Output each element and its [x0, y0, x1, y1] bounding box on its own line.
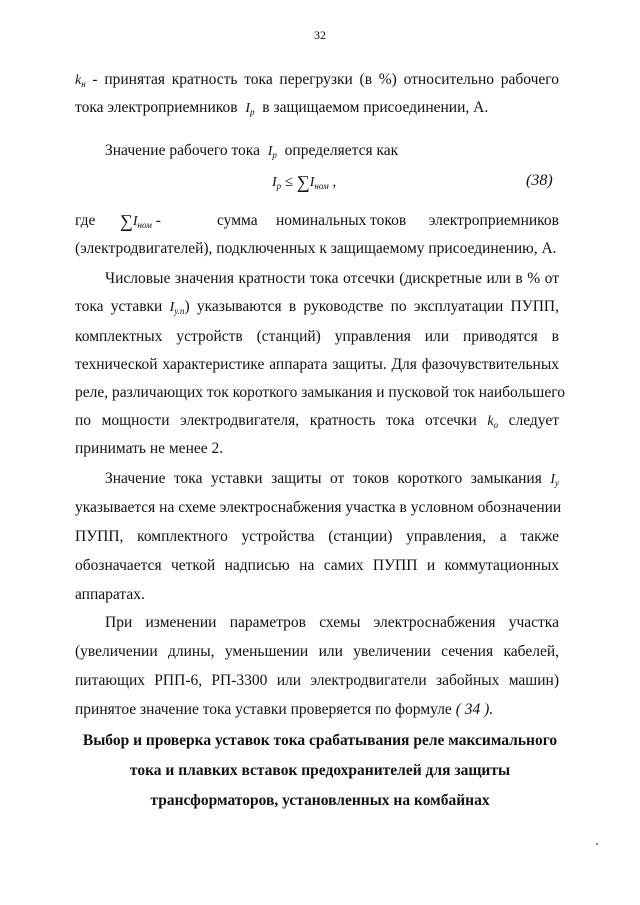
change-line1: При изменении параметров схемы электроснабжения участка: [105, 614, 559, 631]
ip-symbol: $I_р$: [267, 144, 277, 160]
cutoff-line2: тока уставки $I_{у.п}$) указываются в руководстве по эксплуатации ПУПП,: [75, 298, 559, 316]
change-line4: принятое значение тока уставки проверяется по формуле ( 34 ).: [75, 701, 494, 718]
sum-icon: ∑: [296, 172, 310, 192]
rated-current-text: Значение рабочего тока: [105, 142, 260, 159]
change-line2: (увеличении длины, уменьшении или увеличении сечения кабелей,: [75, 643, 559, 660]
kn-definition-text3: в защищаемом присоединении, А.: [262, 99, 489, 116]
iust-symbol: $I_{у.п}$: [169, 300, 185, 316]
kn-symbol: $k_н$: [75, 73, 86, 89]
where-word-receivers: электроприемников: [428, 212, 559, 229]
cutoff-line4: технической характеристике аппарата защиты. Для фазочувствительных: [75, 356, 559, 373]
cutoff-line3: комплектных устройств (станций) управления или приводятся в: [75, 328, 559, 345]
kn-definition-line1: [75, 70, 559, 94]
where-word-sum: сумма: [217, 212, 258, 229]
section-heading-line3: трансформаторов, установленных на комбайнах: [150, 792, 490, 809]
sum-icon: ∑: [120, 211, 133, 231]
formula-sum-sub: ном: [314, 181, 329, 191]
formula-expression: $I_р \le \sum I_{ном}$ ,: [272, 172, 337, 192]
where-line2: (электродвигателей), подключенных к защищаемому присоединению, А.: [75, 240, 557, 257]
where-word: где: [75, 212, 96, 229]
section-heading-line2: тока и плавких вставок предохранителей для защиты: [129, 762, 511, 779]
cutoff-line7: принимать не менее 2.: [75, 440, 224, 457]
kn-definition-text: - принятая кратность тока перегрузки (в %) относительно рабочего: [92, 71, 559, 88]
formula-lhs: I: [272, 175, 277, 190]
kn-definition-line2: [75, 98, 559, 122]
formula-38: [0, 172, 640, 194]
iy-symbol: $I_у$: [550, 472, 560, 488]
scan-speck: [596, 843, 598, 845]
page-number: 32: [314, 28, 326, 42]
formula-reference: ( 34 ).: [455, 701, 494, 718]
setting-line5: аппаратах.: [75, 586, 145, 603]
formula-lhs-sub: р: [276, 181, 282, 191]
ko-symbol: $k_о$: [487, 414, 499, 430]
change-line3: питающих РПП-6, РП-3300 или электродвигатели забойных машин): [75, 672, 559, 689]
where-sum-symbol: $\sum I_{ном}$ -: [120, 211, 161, 231]
cutoff-line5: реле, различающих ток короткого замыкания и пусковой ток наибольшего: [75, 384, 565, 401]
setting-line4: обозначается четкой надписью на самих ПУПП и коммутационных: [75, 557, 559, 574]
rated-current-intro: [105, 141, 398, 165]
cutoff-line6: по мощности электродвигателя, кратность тока отсечки $k_о$ следует: [75, 412, 559, 430]
setting-line3: ПУПП, комплектного устройства (станции) управления, а также: [75, 528, 559, 545]
formula-number: (38): [526, 172, 553, 189]
section-heading-line1: Выбор и проверка уставок тока срабатывания реле максимального: [82, 732, 558, 749]
setting-line2: указывается на схеме электроснабжения участка в условном обозначении: [75, 499, 562, 516]
ip-symbol: $I_р$: [245, 101, 255, 117]
formula-comma: ,: [332, 174, 337, 190]
where-word-currents: токов: [370, 212, 407, 229]
kn-definition-text2: тока электроприемников: [75, 99, 238, 116]
where-word-nominal: номинальных: [276, 212, 367, 229]
rated-current-text2: определяется как: [284, 142, 399, 159]
cutoff-line1: Числовые значения кратности тока отсечки (дискретные или в % от: [105, 270, 559, 287]
setting-line1: Значение тока уставки защиты от токов короткого замыкания $I_у$: [105, 470, 560, 488]
